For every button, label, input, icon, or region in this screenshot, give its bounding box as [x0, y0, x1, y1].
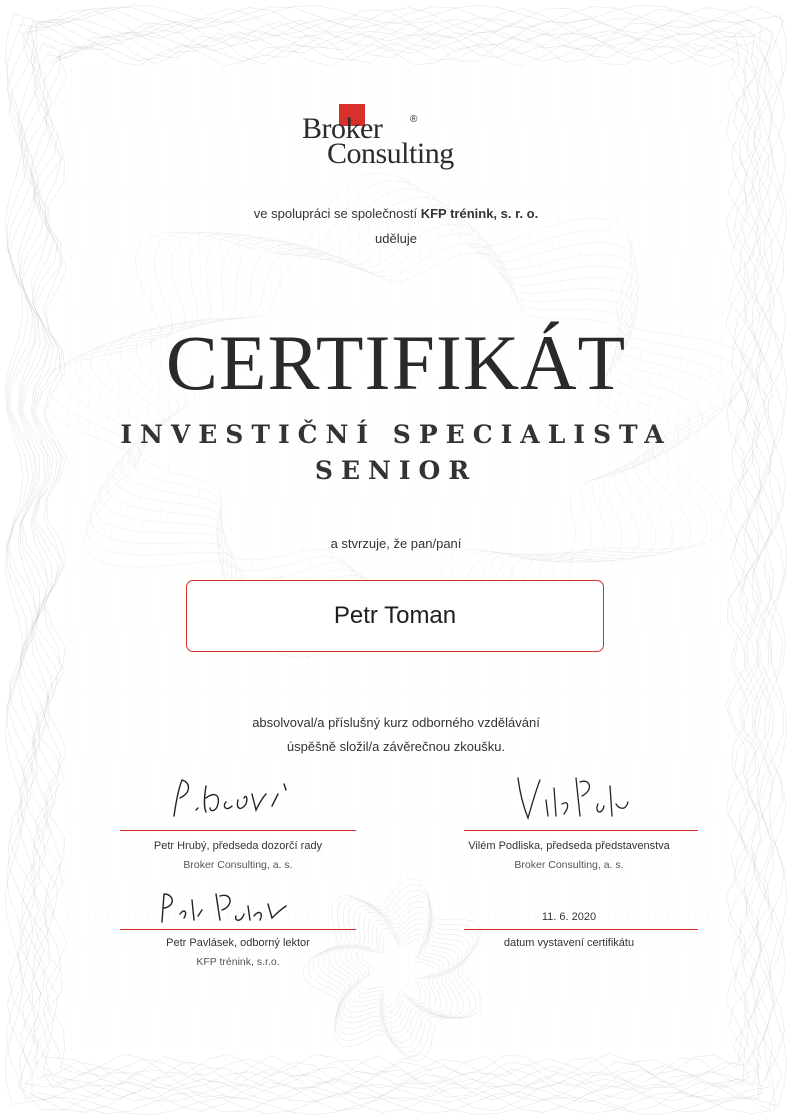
- signature-petr-hruby: [160, 772, 300, 828]
- issue-date-label: datum vystavení certifikátu: [503, 937, 635, 949]
- signer-org-top-left: Broker Consulting, a. s.: [183, 859, 293, 871]
- intro-verb: uděluje: [375, 231, 417, 246]
- intro-company: KFP trénink, s. r. o.: [420, 206, 539, 221]
- seal-rosette: [345, 920, 448, 1023]
- border-wave: [31, 31, 762, 1090]
- signer-name-bottom-left: Petr Pavlásek, odborný lektor: [166, 937, 310, 949]
- intro-prefix: ve spolupráci se společností: [253, 206, 421, 221]
- logo-text-consulting: Consulting: [327, 137, 454, 170]
- logo-text-broker: Broker: [302, 112, 383, 145]
- signer-org-top-right: Broker Consulting, a. s.: [514, 859, 624, 871]
- certificate-level: SENIOR: [314, 456, 478, 485]
- center-rosette: [76, 197, 725, 636]
- signer-name-top-left: Petr Hrubý, předseda dozorčí rady: [153, 840, 323, 852]
- logo-registered-mark: ®: [410, 114, 418, 125]
- signer-name-top-right: Vilém Podliska, předseda představenstva: [468, 840, 670, 852]
- signature-vilem-podliska: [510, 770, 640, 828]
- recipient-name-box: [186, 580, 604, 652]
- confirm-text: a stvrzuje, že pan/paní: [330, 536, 462, 551]
- certificate-subtitle: INVESTIČNÍ SPECIALISTA: [120, 420, 672, 449]
- center-rosette: [91, 206, 715, 631]
- signature-line-top-left: [120, 830, 356, 831]
- broker-consulting-logo: [300, 104, 500, 184]
- signature-petr-pavlasek: [150, 886, 300, 930]
- signature-line-top-right: [464, 830, 698, 831]
- date-line: [464, 929, 698, 930]
- exam-passed-text: úspěšně složil/a závěrečnou zkoušku.: [286, 739, 506, 754]
- signature-line-bottom-left: [120, 929, 356, 930]
- certificate-title: CERTIFIKÁT: [165, 319, 627, 406]
- course-completion-text: absolvoval/a příslušný kurz odborného vzdělávání: [252, 715, 540, 730]
- intro-line: [0, 206, 792, 221]
- seal-rosette: [303, 879, 482, 1061]
- center-rosette: [61, 189, 735, 642]
- signer-org-bottom-left: KFP trénink, s.r.o.: [196, 956, 280, 968]
- issue-date: 11. 6. 2020: [541, 911, 597, 923]
- recipient-name: Petr Toman: [333, 602, 457, 629]
